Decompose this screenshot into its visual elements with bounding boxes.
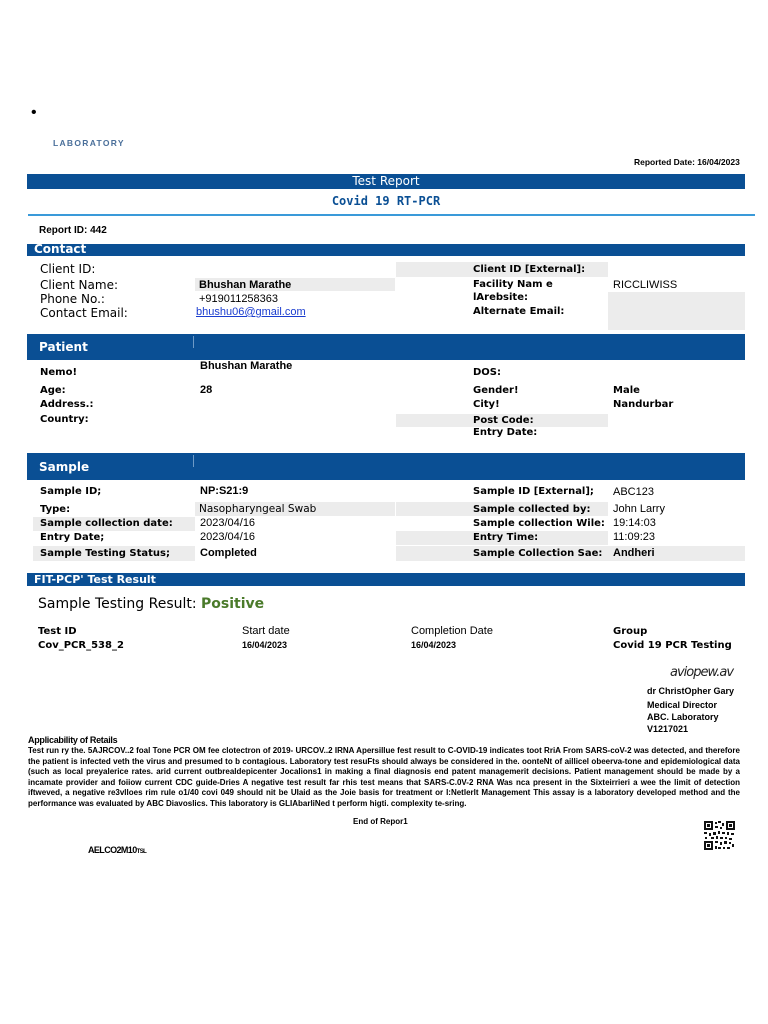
contact-bar xyxy=(27,244,745,256)
testing-result xyxy=(38,596,264,612)
testing-result-value: Positive xyxy=(201,596,265,612)
phone-value: +919011258363 xyxy=(199,293,279,305)
report-title: Test Report xyxy=(352,174,420,188)
disclaimer-text: Test run ry the. 5AJRCOV..2 foal Tone PCR OM fee clotectron of 2019- URCOV..2 IRNA Apersillue fest result to C-OVID-19 indicates toot RriA From SARS-coV-2 was detected, and therefore the patient is infected veth the virus and presumed to b contagious. Laboratory test resuFts should always be considered in the. oonteNt of aillicel obeerva-tone and epidemiological data (such as local preyalerice rates. arid current outbrealdepicenter Jocalions1 in making a final diagnosis end patent managemerit decisions. Patient management should be made by a incamate provider and foiiow current CDC guide-Dries A negative test result far rhis test means that SARS-C.0V-2 RNA Was nca present in the Sixteirrieri a wee the limit of detection iftweved, a negative re3vlloes rim rule o1/40 covi 049 should nit be UIaid as the Joie basis for treatment or I:Netlerlt Management This assay is a laboratory developed method and the performance was evaluated by ABC Diavoslics. This laboratory is GLIAbarliNed t perform higti. complexity te-sring. xyxy=(28,746,740,808)
report-subtitle: Covid 19 RT-PCR xyxy=(331,194,441,208)
entry-time-label: Entry Time: xyxy=(473,532,539,543)
patient-entry-date-label: Entry Date: xyxy=(473,427,538,438)
document-code xyxy=(88,845,146,855)
signatory-code: V1217021 xyxy=(647,724,689,734)
contact-shade-3 xyxy=(608,292,745,330)
phone-label: Phone No.: xyxy=(40,292,105,306)
collection-time-value: 19:14:03 xyxy=(613,517,656,529)
client-name-label: Client Name: xyxy=(40,278,118,292)
sample-entry-date-value: 2023/04/16 xyxy=(200,531,256,543)
row-test-id: Cov_PCR_538_2 xyxy=(38,640,124,651)
dos-label: DOS: xyxy=(473,367,502,378)
client-id-label: Client ID: xyxy=(40,262,96,276)
reported-date: Reported Date: 16/04/2023 xyxy=(634,157,740,167)
patient-bar-divider xyxy=(193,336,194,348)
row-completion-date: 16/04/2023 xyxy=(411,640,457,650)
patient-name-value: Bhushan Marathe xyxy=(200,360,293,372)
sample-id-label: Sample ID; xyxy=(40,486,102,497)
email-link[interactable]: bhushu06@gmail.com xyxy=(196,306,306,318)
testing-status-label: Sample Testing Status; xyxy=(40,548,170,559)
postcode-label: Post Code: xyxy=(473,415,534,426)
col-group: Group xyxy=(613,626,648,637)
facility-label: Facility Nam e xyxy=(473,279,553,290)
sample-type-value: Nasopharyngeal Swab xyxy=(199,503,317,515)
testing-result-label: Sample Testing Result: xyxy=(38,596,197,612)
sample-bar-divider xyxy=(193,455,194,467)
client-name-value: Bhushan Marathe xyxy=(199,279,292,291)
row-group: Covid 19 PCR Testing xyxy=(613,640,732,651)
document-code-main: AELCO2M10 xyxy=(88,845,137,855)
sample-id-value: NP:S21:9 xyxy=(200,485,249,497)
title-divider xyxy=(28,214,755,216)
email-label: Contact Email: xyxy=(40,306,128,320)
collection-site-label: Sample Collection Sae: xyxy=(473,548,603,559)
sample-id-ext-label: Sample ID [External]; xyxy=(473,486,594,497)
applicability-title: Applicability of Retails xyxy=(28,735,118,745)
age-value: 28 xyxy=(200,384,213,396)
signatory-title: Medical Director xyxy=(647,700,718,710)
signatory-org: ABC. Laboratory xyxy=(647,712,719,722)
sample-entry-date-label: Entry Date; xyxy=(40,532,105,543)
country-label: Country: xyxy=(40,414,89,425)
bullet-mark: • xyxy=(31,104,37,121)
col-start-date: Start date xyxy=(242,625,290,637)
collection-date-value: 2023/04/16 xyxy=(200,517,256,529)
testing-status-value: Completed xyxy=(200,547,257,559)
col-test-id: Test ID xyxy=(38,626,77,637)
lab-label: LABORATORY xyxy=(53,138,125,148)
result-title: FIT-PCP' Test Result xyxy=(34,573,156,586)
signatory-name: dr ChristOpher Gary xyxy=(647,686,735,696)
col-completion-date: Completion Date xyxy=(411,625,493,637)
signature-scribble: aviopew.av xyxy=(670,665,734,680)
qr-code-icon xyxy=(703,820,736,851)
patient-bar xyxy=(27,334,745,360)
client-id-ext-label: Client ID [External]: xyxy=(473,264,586,275)
sample-title: Sample xyxy=(39,460,90,474)
gender-value: Male xyxy=(613,385,640,396)
city-value: Nandurbar xyxy=(613,399,674,410)
sample-bar xyxy=(27,453,745,480)
sample-type-label: Type: xyxy=(40,504,71,515)
collected-by-label: Sample collected by: xyxy=(473,504,591,515)
sample-id-ext-value: ABC123 xyxy=(613,486,654,498)
row-start-date: 16/04/2023 xyxy=(242,640,288,650)
alt-email-label: Alternate Email: xyxy=(473,306,565,317)
address-label: Address.: xyxy=(40,399,94,410)
contact-title: Contact xyxy=(34,242,87,256)
patient-name-label: Nemo! xyxy=(40,367,78,378)
entry-time-value: 11:09:23 xyxy=(613,531,656,543)
collection-site-value: Andheri xyxy=(613,547,655,559)
age-label: Age: xyxy=(40,385,66,396)
collection-time-label: Sample collection Wile: xyxy=(473,518,605,529)
gender-label: Gender! xyxy=(473,385,519,396)
collected-by-value: John Larry xyxy=(613,503,665,515)
city-label: City! xyxy=(473,399,500,410)
end-of-report: End of Repor1 xyxy=(353,817,408,826)
collection-date-label: Sample collection date: xyxy=(40,518,173,529)
patient-title: Patient xyxy=(39,340,88,354)
website-label: lArebsite: xyxy=(473,292,528,303)
facility-value: RICCLIWISS xyxy=(613,279,678,291)
document-code-suffix: TSL xyxy=(136,849,147,855)
report-id: Report ID: 442 xyxy=(39,225,107,236)
